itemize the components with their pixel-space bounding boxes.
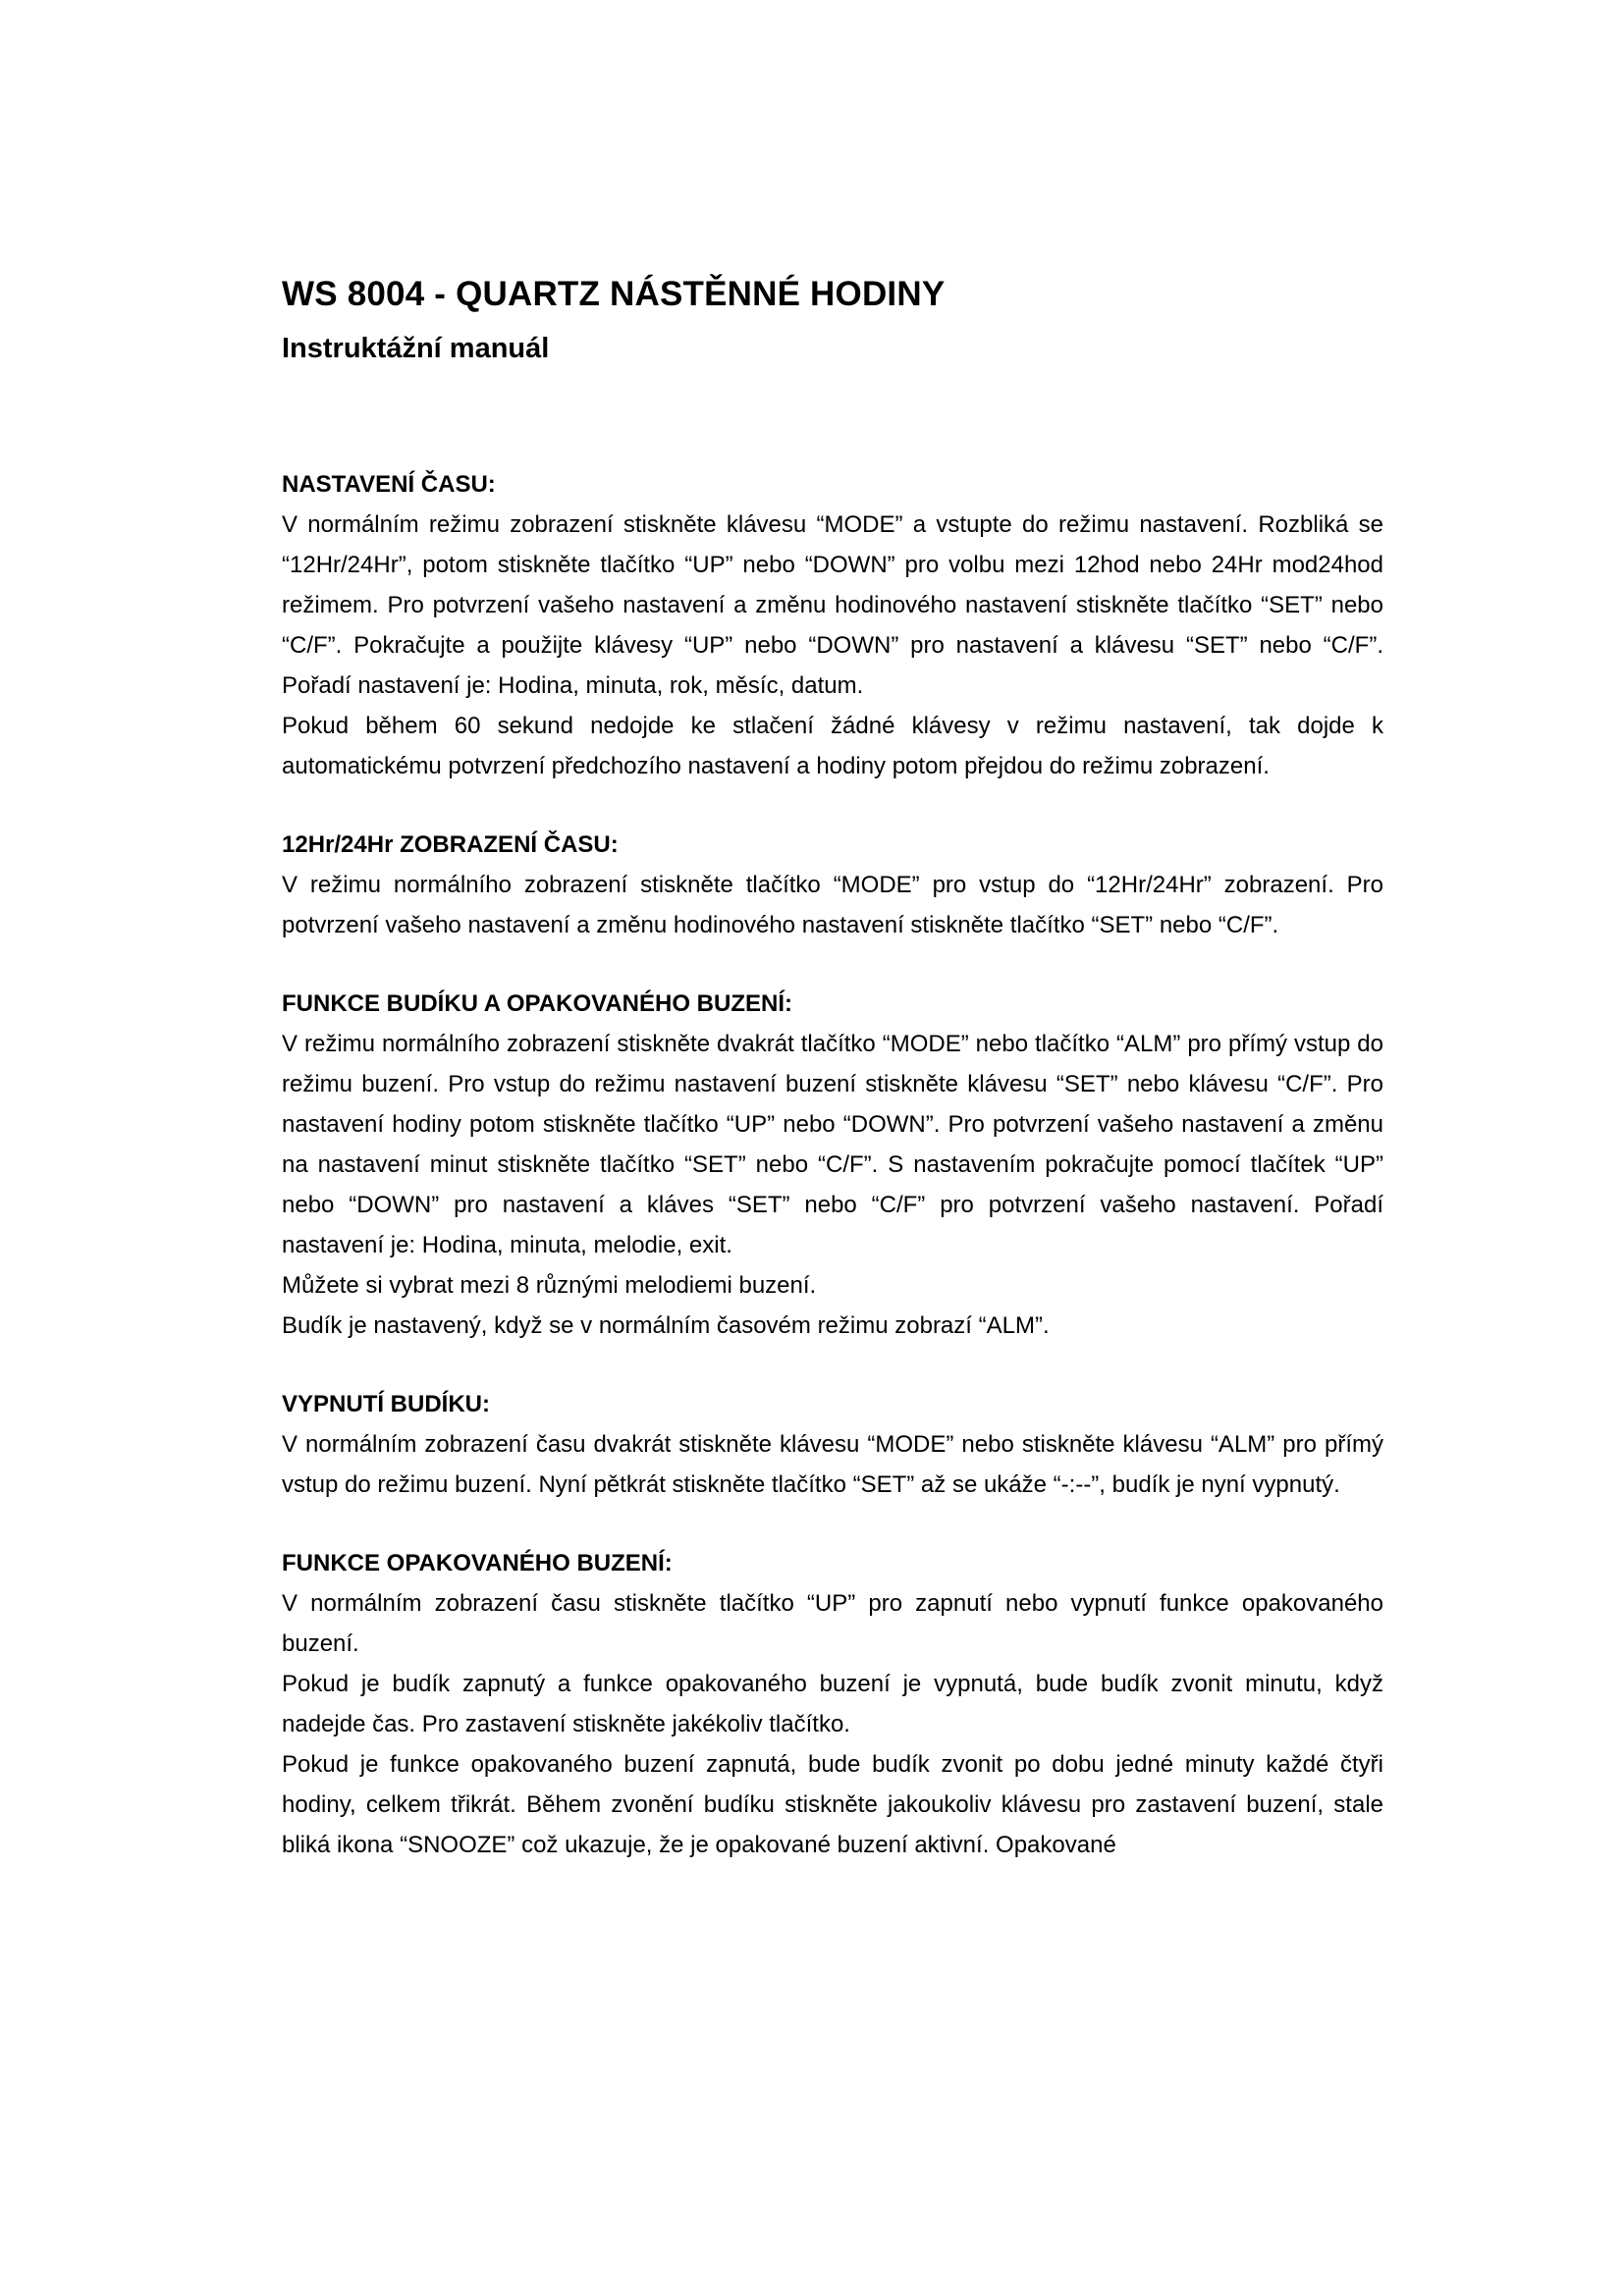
section-snooze-function [282,1544,1383,1865]
section-alarm-off [282,1385,1383,1505]
section-heading: VYPNUTÍ BUDÍKU: [282,1391,491,1417]
section-heading: FUNKCE OPAKOVANÉHO BUZENÍ: [282,1550,673,1576]
paragraph: Pokud během 60 sekund nedojde ke stlačení žádné klávesy v režimu nastavení, tak dojde k automatickému potvrzení předchozího nastavení a hodiny potom přejdou do režimu zobrazení. [282,713,1383,779]
paragraph: Můžete si vybrat mezi 8 různými melodiemi buzení. [282,1272,817,1299]
paragraph: Pokud je funkce opakovaného buzení zapnutá, bude budík zvonit po dobu jedné minuty každé čtyři hodiny, celkem třikrát. Během zvonění budíku stiskněte jakoukoliv klávesu pro zastavení buzení, stale bliká ikona “SNOOZE” což ukazuje, že je opakované buzení aktivní. Opakované [282,1751,1383,1858]
section-heading: 12Hr/24Hr ZOBRAZENÍ ČASU: [282,831,619,858]
section-heading: NASTAVENÍ ČASU: [282,471,496,498]
document-subtitle: Instruktážní manuál [282,333,550,364]
paragraph: Pokud je budík zapnutý a funkce opakovaného buzení je vypnutá, bude budík zvonit minutu, když nadejde čas. Pro zastavení stiskněte jakékoliv tlačítko. [282,1671,1383,1737]
section-heading: FUNKCE BUDÍKU A OPAKOVANÉHO BUZENÍ: [282,990,792,1017]
paragraph: V normálním zobrazení času stiskněte tlačítko “UP” pro zapnutí nebo vypnutí funkce opakovaného buzení. [282,1590,1383,1657]
section-12-24-display [282,826,1383,945]
document-page [282,267,1383,1865]
paragraph: V režimu normálního zobrazení stiskněte dvakrát tlačítko “MODE” nebo tlačítko “ALM” pro přímý vstup do režimu buzení. Pro vstup do režimu nastavení buzení stiskněte klávesu “SET” nebo klávesu “C/F”. Pro nastavení hodiny potom stiskněte tlačítko “UP” nebo “DOWN”. Pro potvrzení vašeho nastavení a změnu na nastavení minut stiskněte tlačítko “SET” nebo “C/F”. S nastavením pokračujte pomocí tlačítek “UP” nebo “DOWN” pro nastavení a kláves “SET” nebo “C/F” pro potvrzení vašeho nastavení. Pořadí nastavení je: Hodina, minuta, melodie, exit. [282,1031,1383,1258]
paragraph: V režimu normálního zobrazení stiskněte tlačítko “MODE” pro vstup do “12Hr/24Hr” zobrazení. Pro potvrzení vašeho nastavení a změnu hodinového nastavení stiskněte tlačítko “SET” nebo “C/F”. [282,872,1383,938]
section-alarm-function [282,985,1383,1346]
paragraph: Budík je nastavený, když se v normálním časovém režimu zobrazí “ALM”. [282,1312,1050,1339]
section-time-setting [282,465,1383,786]
paragraph: V normálním režimu zobrazení stiskněte klávesu “MODE” a vstupte do režimu nastavení. Rozbliká se “12Hr/24Hr”, potom stiskněte tlačítko “UP” nebo “DOWN” pro volbu mezi 12hod nebo 24Hr mod24hod režimem. Pro potvrzení vašeho nastavení a změnu hodinového nastavení stiskněte tlačítko “SET” nebo “C/F”. Pokračujte a použijte klávesy “UP” nebo “DOWN” pro nastavení a klávesu “SET” nebo “C/F”. Pořadí nastavení je: Hodina, minuta, rok, měsíc, datum. [282,511,1383,699]
document-title: WS 8004 - QUARTZ NÁSTĚNNÉ HODINY [282,275,946,313]
paragraph: V normálním zobrazení času dvakrát stiskněte klávesu “MODE” nebo stiskněte klávesu “ALM” pro přímý vstup do režimu buzení. Nyní pětkrát stiskněte tlačítko “SET” až se ukáže “-:--”, budík je nyní vypnutý. [282,1431,1383,1498]
